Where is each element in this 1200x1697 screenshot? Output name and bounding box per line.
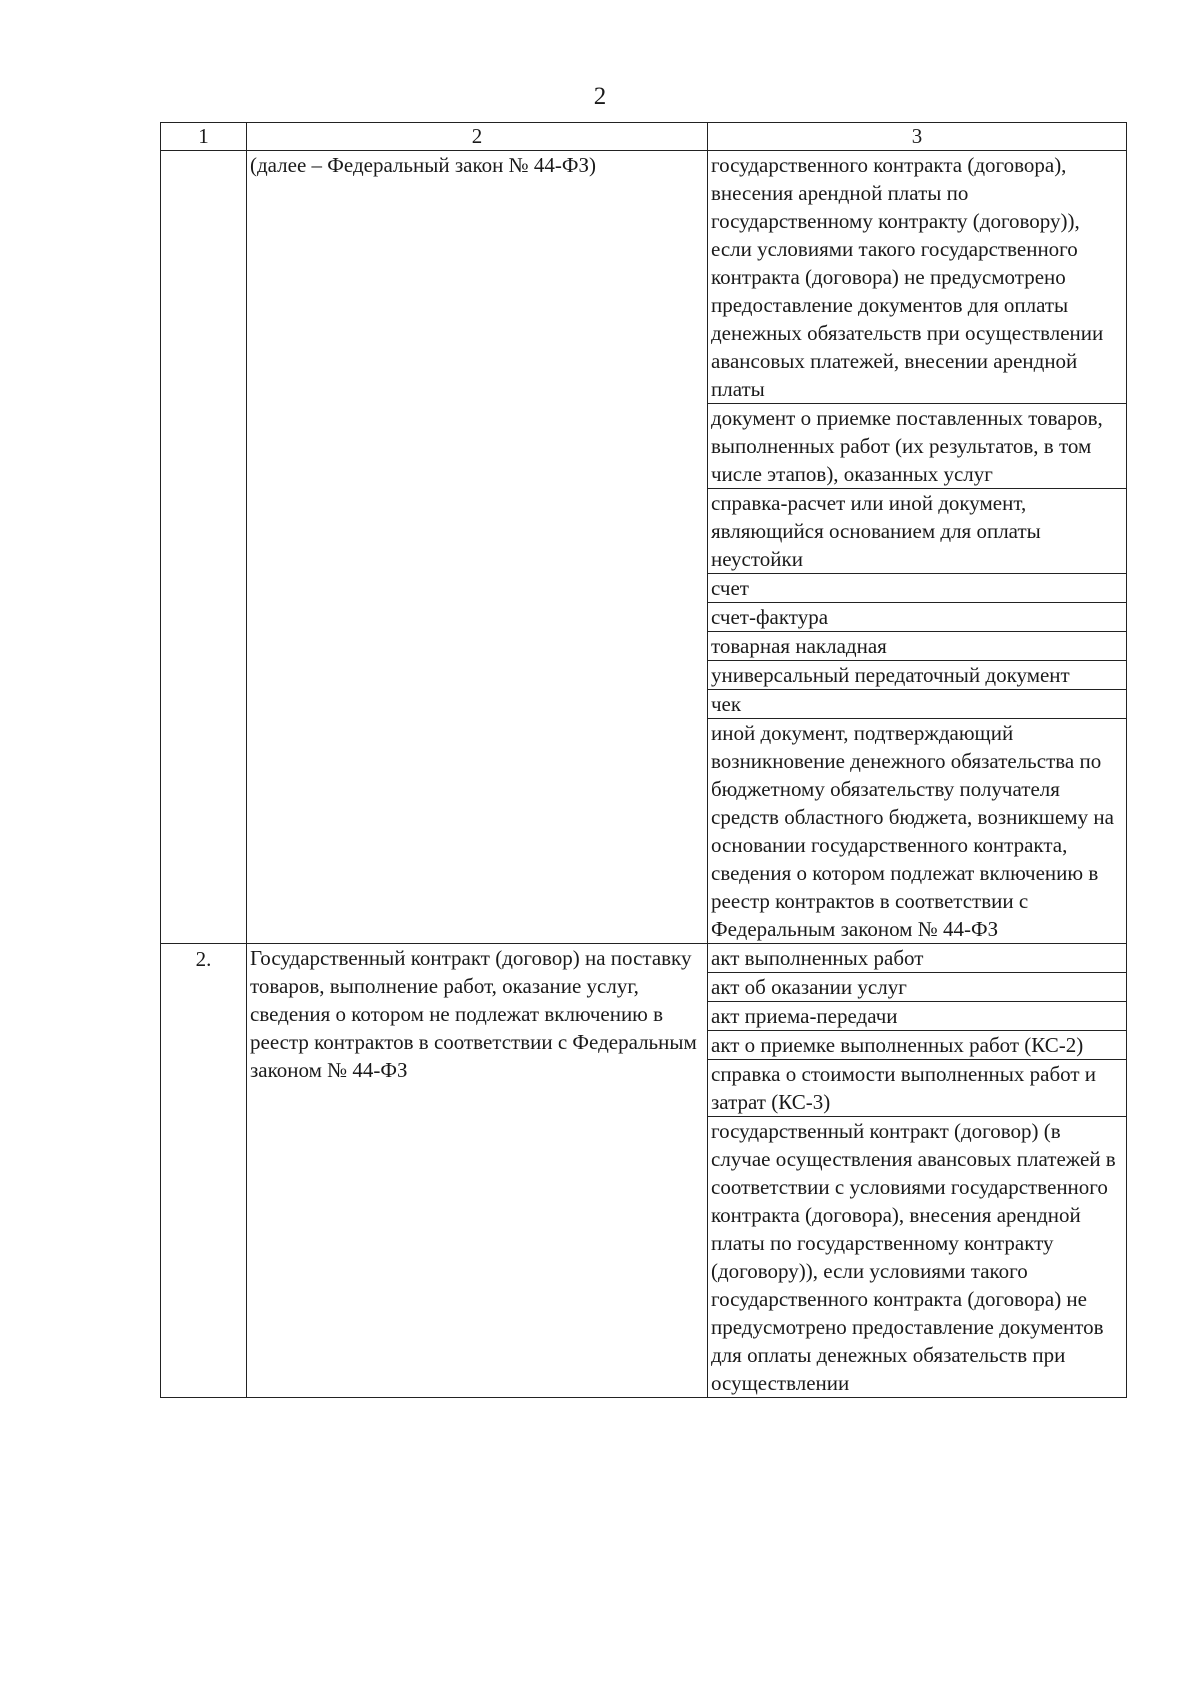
document-item: акт выполненных работ: [708, 944, 1127, 973]
document-item: счет-фактура: [708, 603, 1127, 632]
document-item: акт приема-передачи: [708, 1002, 1127, 1031]
document-item: универсальный передаточный документ: [708, 661, 1127, 690]
header-col-1: 1: [161, 123, 247, 151]
row-number: 2.: [195, 947, 212, 971]
document-item: счет: [708, 574, 1127, 603]
table-header-row: [161, 123, 1127, 151]
table-row: [161, 151, 1127, 404]
table-row: [161, 944, 1127, 973]
document-item: государственного контракта (договора), внесения арендной платы по государственному контракту (договору)), если условиями такого государственного контракта (договора) не предусмотрено предоставление документов для оплаты денежных обязательств при осуществлении авансовых платежей, внесении арендной платы: [708, 151, 1127, 404]
document-item: государственный контракт (договор) (в случае осуществления авансовых платежей в соответствии с условиями государственного контракта (договора), внесения арендной платы по государственному контракту (договору)), если условиями такого государственного контракта (договора) не предусмотрено предоставление документов для оплаты денежных обязательств при осуществлении: [708, 1117, 1127, 1398]
row-number-cell: [161, 151, 247, 944]
row-number-cell: [161, 944, 247, 1398]
header-col-3: 3: [708, 123, 1127, 151]
document-item: справка о стоимости выполненных работ и затрат (КС-3): [708, 1060, 1127, 1117]
document-item: документ о приемке поставленных товаров, выполненных работ (их результатов, в том числе этапов), оказанных услуг: [708, 404, 1127, 489]
header-col-2: 2: [247, 123, 708, 151]
document-item: иной документ, подтверждающий возникновение денежного обязательства по бюджетному обязательству получателя средств областного бюджета, возникшему на основании государственного контракта, сведения о котором подлежат включению в реестр контрактов в соответствии с Федеральным законом № 44-ФЗ: [708, 719, 1127, 944]
row-description: Государственный контракт (договор) на поставку товаров, выполнение работ, оказание услуг, сведения о котором не подлежат включению в реестр контрактов в соответствии с Федеральным законом № 44-ФЗ: [247, 944, 708, 1398]
document-item: справка-расчет или иной документ, являющийся основанием для оплаты неустойки: [708, 489, 1127, 574]
document-item: акт об оказании услуг: [708, 973, 1127, 1002]
page-number: 2: [593, 83, 607, 110]
document-item: акт о приемке выполненных работ (КС-2): [708, 1031, 1127, 1060]
document-item: чек: [708, 690, 1127, 719]
row-number: [164, 151, 243, 152]
document-item: товарная накладная: [708, 632, 1127, 661]
documents-table: [160, 122, 1127, 1398]
row-description: (далее – Федеральный закон № 44-ФЗ): [247, 151, 708, 944]
